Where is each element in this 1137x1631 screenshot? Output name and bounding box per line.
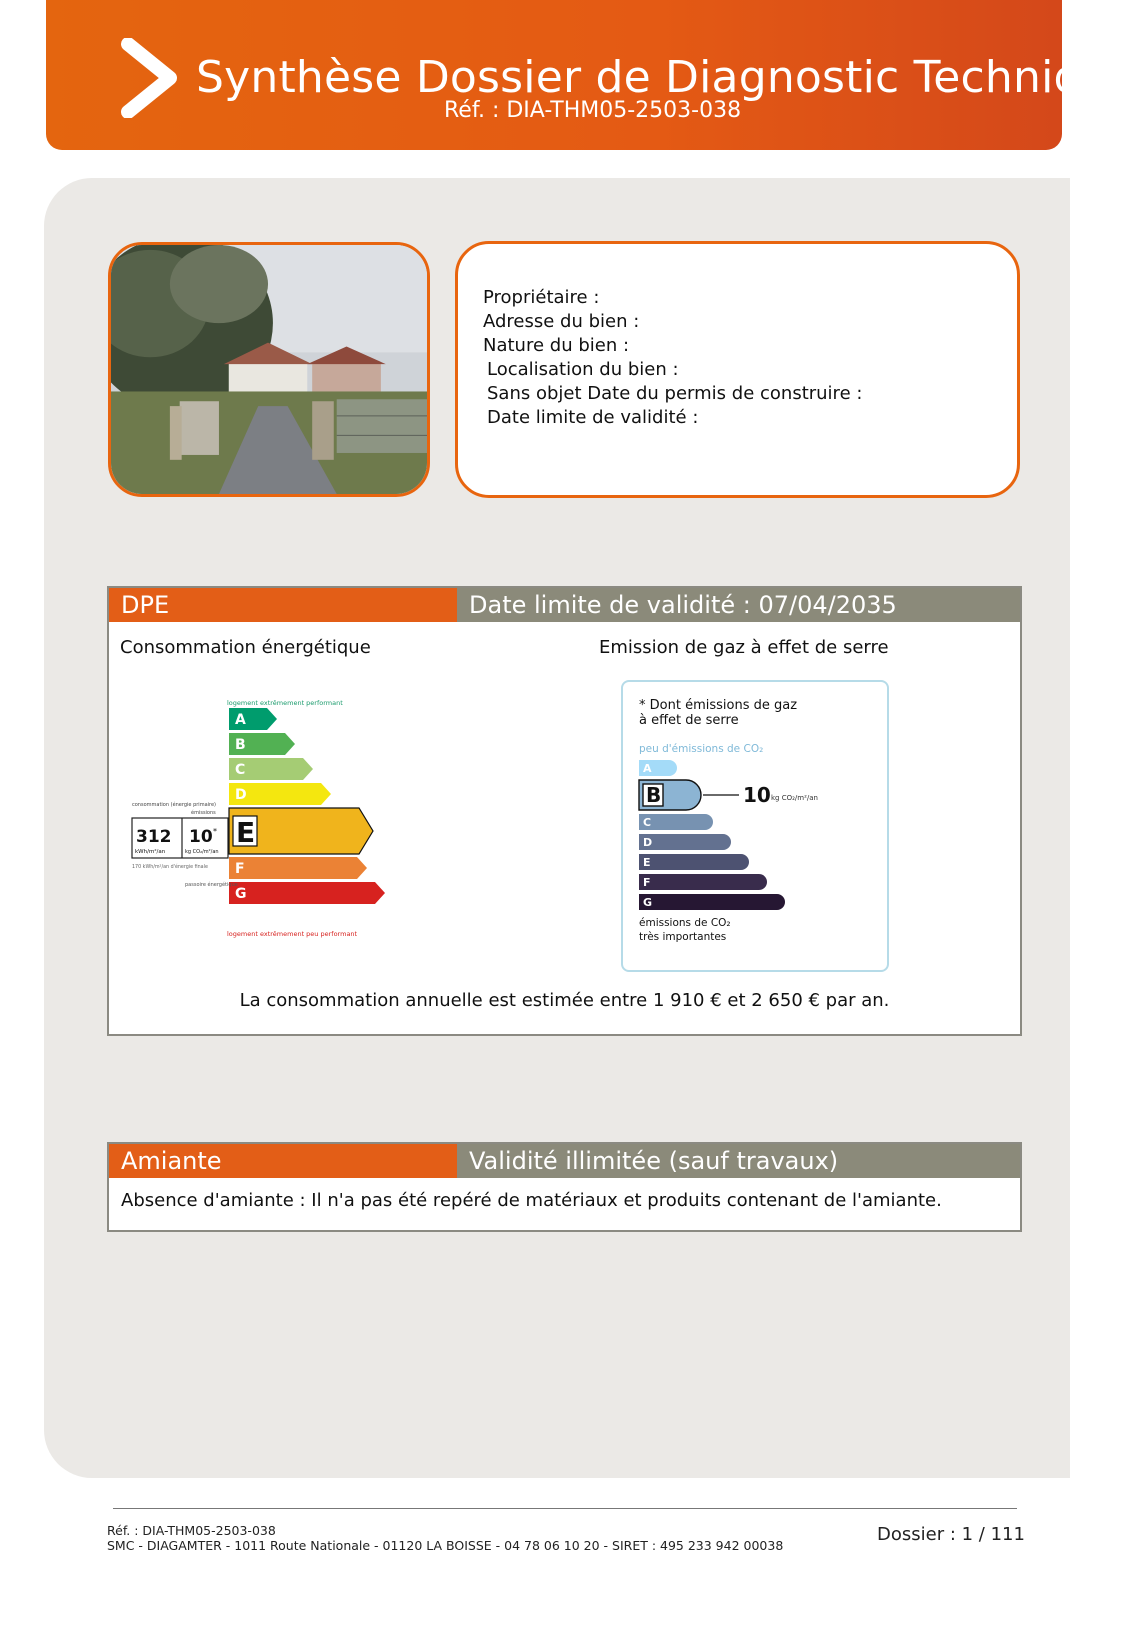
energy-class-b: [229, 733, 295, 755]
permit-date-line: Sans objet Date du permis de construire :: [487, 383, 863, 404]
consumption-value: 312: [136, 827, 172, 847]
energy-class-c: [229, 758, 313, 780]
consumption-unit: kWh/m²/an: [135, 849, 166, 855]
dpe-title: DPE: [109, 588, 457, 622]
passoire-label: passoire énergétique: [185, 882, 238, 888]
property-info-lines: [483, 286, 862, 430]
energy-consumption-label: Consommation énergétique: [120, 637, 371, 658]
energy-class-letter: B: [235, 737, 246, 753]
emission-caption: émissions: [191, 810, 216, 816]
ges-unit: kg CO₂/m²/an: [771, 794, 818, 802]
energy-bars: [229, 708, 385, 904]
energy-top-caption: logement extrêmement performant: [227, 699, 343, 707]
energy-class-e: [229, 808, 373, 854]
energy-class-letter: G: [235, 886, 247, 902]
final-energy-note: 170 kWh/m²/an d'énergie finale: [132, 865, 208, 870]
energy-class-letter: E: [236, 816, 256, 849]
energy-class-letter: D: [235, 787, 247, 803]
owner-line: Propriétaire :: [483, 287, 600, 308]
ges-emission-label: Emission de gaz à effet de serre: [599, 637, 889, 658]
header-reference: Réf. : DIA-THM05-2503-038: [444, 98, 742, 123]
ges-note-line1: * Dont émissions de gaz: [639, 698, 798, 713]
footer-reference: Réf. : DIA-THM05-2503-038: [107, 1523, 276, 1538]
ges-class-letter: F: [643, 876, 651, 889]
dpe-section-header: [109, 588, 1020, 622]
energy-bottom-caption: logement extrêmement peu performant: [227, 930, 358, 938]
footer-company: SMC - DIAGAMTER - 1011 Route Nationale - 01120 LA BOISSE - 04 78 06 10 20 - SIRET : 495 233 942 00038: [107, 1538, 784, 1553]
dpe-validity: Date limite de validité : 07/04/2035: [457, 588, 1020, 622]
ges-note-line2: à effet de serre: [639, 713, 739, 728]
property-photo: [108, 242, 430, 497]
ges-class-a: [639, 760, 677, 776]
ges-class-c: [639, 814, 713, 830]
energy-class-f: [229, 857, 367, 879]
footer-divider: [113, 1508, 1017, 1509]
chevron-right-icon: [118, 38, 180, 118]
header-banner: [46, 0, 1137, 150]
ges-class-letter: B: [646, 783, 662, 807]
ges-value: 10: [743, 783, 771, 807]
ges-class-letter: D: [643, 836, 653, 849]
property-type-line: Nature du bien :: [483, 335, 630, 356]
energy-class-chart: [127, 698, 427, 938]
annual-cost-estimate: La consommation annuelle est estimée entre 1 910 € et 2 650 € par an.: [239, 990, 890, 1011]
location-line: Localisation du bien :: [487, 359, 679, 380]
validity-date-line: Date limite de validité :: [487, 407, 699, 428]
ges-class-letter: A: [643, 762, 652, 775]
emission-unit: kg CO₂/m²/an: [185, 849, 219, 855]
energy-class-letter: F: [235, 861, 245, 877]
energy-class-g: [229, 882, 385, 904]
property-info-card: [455, 241, 1020, 498]
ges-class-chart-frame: [621, 680, 889, 972]
energy-class-a: [229, 708, 277, 730]
energy-class-d: [229, 783, 331, 805]
footer-info: [107, 1523, 783, 1553]
ges-class-letter: G: [643, 896, 653, 909]
ges-class-letter: C: [643, 816, 652, 829]
emission-value: 10: [189, 827, 213, 847]
energy-class-letter: A: [235, 712, 246, 728]
ges-class-b: [639, 780, 818, 810]
ges-bars: [639, 760, 818, 910]
ges-class-letter: E: [643, 856, 651, 869]
amiante-title: Amiante: [109, 1144, 457, 1178]
ges-top-caption: peu d'émissions de CO₂: [639, 743, 764, 755]
ges-class-d: [639, 834, 731, 850]
amiante-section: [107, 1142, 1022, 1232]
ges-class-g: [639, 894, 785, 910]
ges-class-f: [639, 874, 767, 890]
amiante-section-header: [109, 1144, 1020, 1178]
ges-bottom-caption-2: très importantes: [639, 931, 727, 943]
ges-bottom-caption-1: émissions de CO₂: [639, 917, 731, 929]
address-line: Adresse du bien :: [483, 311, 640, 332]
amiante-validity: Validité illimitée (sauf travaux): [457, 1144, 1020, 1178]
dpe-section: [107, 586, 1022, 1036]
consumption-caption: consommation (énergie primaire): [132, 802, 216, 808]
emission-star: *: [213, 827, 217, 836]
energy-class-letter: C: [235, 762, 246, 778]
amiante-result: Absence d'amiante : Il n'a pas été repéré de matériaux et produits contenant de l'amiante.: [121, 1190, 942, 1211]
page-title: Synthèse Dossier de Diagnostic Technique: [196, 52, 1137, 103]
page-number: Dossier : 1 / 111: [877, 1524, 1025, 1545]
ges-class-e: [639, 854, 749, 870]
ges-class-chart: [623, 682, 887, 970]
